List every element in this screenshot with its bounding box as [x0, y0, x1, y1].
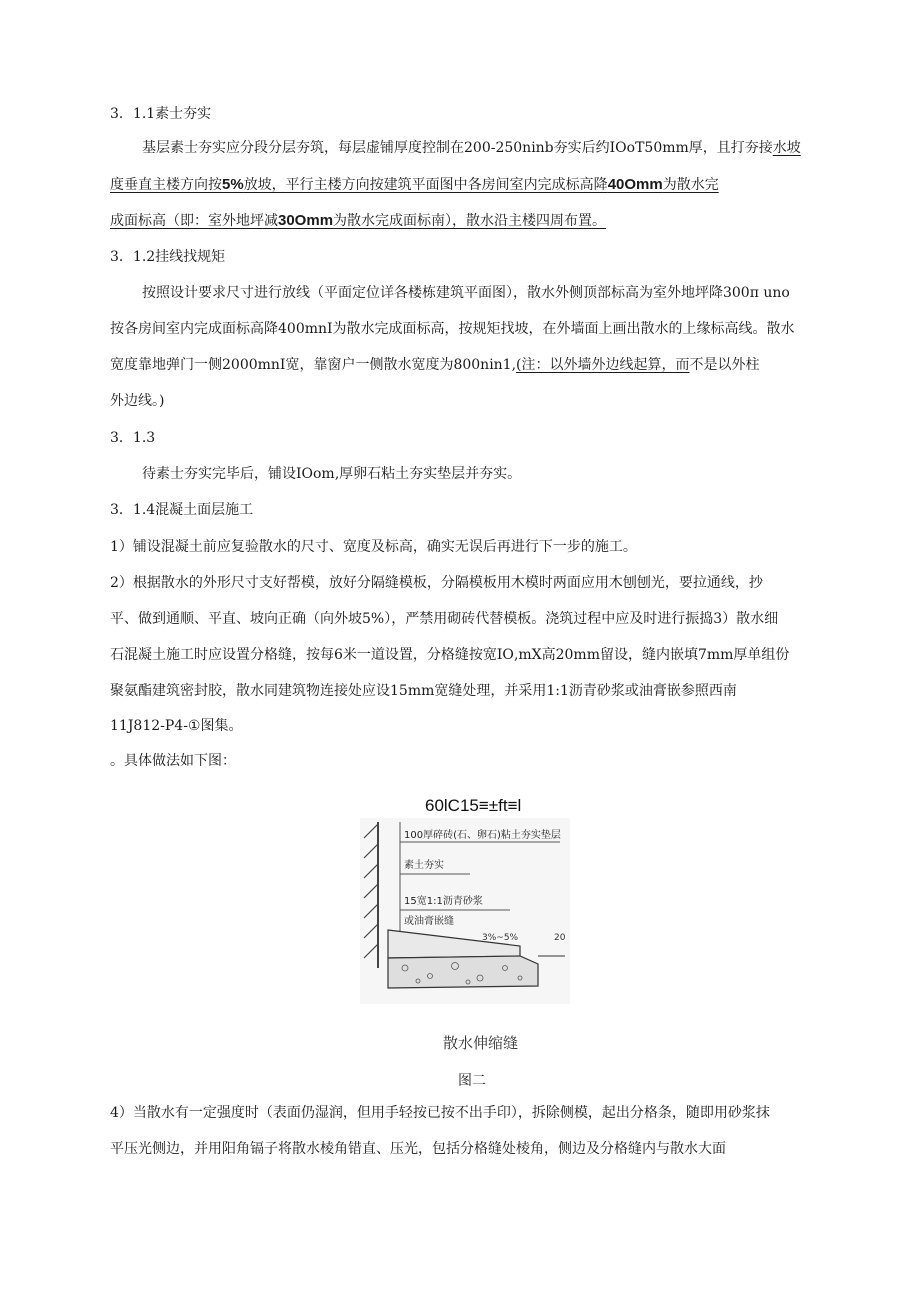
- figure-label-gravel: 100厚碎砖(石、卵石)粘土夯实垫层: [404, 830, 561, 841]
- list-item: 1）铺设混凝土前应复验散水的尺寸、宽度及标高，确实无误后再进行下一步的施工。: [110, 539, 637, 555]
- heading-3-1-3: 3．1.3: [110, 430, 156, 446]
- dimension-label: 20: [554, 933, 566, 943]
- slope-label: 3%~5%: [482, 933, 519, 943]
- figure-label-soil: 素土夯实: [404, 860, 444, 871]
- figure-label-asphalt: 15宽1:1沥青砂浆: [404, 896, 483, 907]
- paragraph-line: 外边线。): [110, 393, 165, 409]
- paragraph-line: 石混凝土施工时应设置分格缝，按每6米一道设置，分格缝按宽IO‚mX高20mm留设，缝内嵌填7mm厚单组份: [110, 647, 790, 663]
- paragraph-line: 按各房间室内完成面标高降400mnI为散水完成面标高，按规矩找坡，在外墙面上画出散水的上缘标高线。散水: [110, 321, 795, 337]
- figure-label-sealant: 或油膏嵌缝: [404, 916, 454, 927]
- figure-number: 图二: [458, 1073, 486, 1089]
- paragraph-line: 。具体做法如下图：: [110, 753, 236, 769]
- list-item: 2）根据散水的外形尺寸支好帮模，放好分隔缝模板，分隔模板用木模时两面应用木刨刨光，要拉通线，抄: [110, 575, 763, 591]
- figure-header: 60lC15≡±ft≡l: [425, 796, 522, 815]
- heading-3-1-2: 3．1.2挂线找规矩: [110, 249, 226, 265]
- paragraph-line: 按照设计要求尺寸进行放线（平面定位详各楼栋建筑平面图），散水外侧顶部标高为室外地坪降300π uno: [142, 285, 790, 301]
- paragraph-line: 待素士夯实完毕后，铺设IOom‚厚卵石粘土夯实垫层并夯实。: [142, 466, 522, 482]
- paragraph-line: 平、做到通顺、平直、坡向正确（向外坡5%），严禁用砌砖代替模板。浇筑过程中应及时进行振捣3）散水细: [110, 611, 779, 627]
- paragraph-line: 宽度靠地弹门一侧2000mnI宽，靠窗户一侧散水宽度为800nin1,(注：以外墙外边线起算，而不是以外柱: [110, 357, 760, 373]
- paragraph-line: 平压光侧边，并用阳角镉子将散水棱角错直、压光，包括分格缝处棱角，侧边及分格缝内与散水大面: [110, 1141, 726, 1157]
- heading-3-1-4: 3．1.4混凝土面层施工: [110, 502, 254, 518]
- paragraph-line: 成面标高（即：室外地坪减30Omm为散水完成面标南），散水沿主楼四周布置。: [110, 212, 607, 229]
- list-item: 4）当散水有一定强度时（表面仍湿润，但用手轻按已按不出手印），拆除侧模，起出分格条，随即用砂浆抹: [110, 1105, 770, 1121]
- paragraph-line: 基层素士夯实应分段分层夯筑，每层虚铺厚度控制在200-250ninb夯实后约IOoT50mm厚，且打夯接水坡: [142, 140, 801, 156]
- figure-caption: 散水伸缩缝: [443, 1034, 519, 1052]
- gravel-bed: [388, 956, 538, 988]
- heading-3-1-1: 3．1.1素士夯实: [110, 106, 212, 122]
- paragraph-line: 11J812-P4-①图集。: [110, 718, 243, 734]
- paragraph-line: 度垂直主楼方向按5%放坡，平行主楼方向按建筑平面图中各房间室内完成标高降40Omm为散水完: [110, 176, 719, 193]
- expansion-joint-figure: [360, 818, 570, 1004]
- paragraph-line: 聚氨酯建筑密封胶，散水同建筑物连接处应设15mm宽缝处理，并采用1:1沥青砂浆或油膏嵌参照西南: [110, 683, 737, 699]
